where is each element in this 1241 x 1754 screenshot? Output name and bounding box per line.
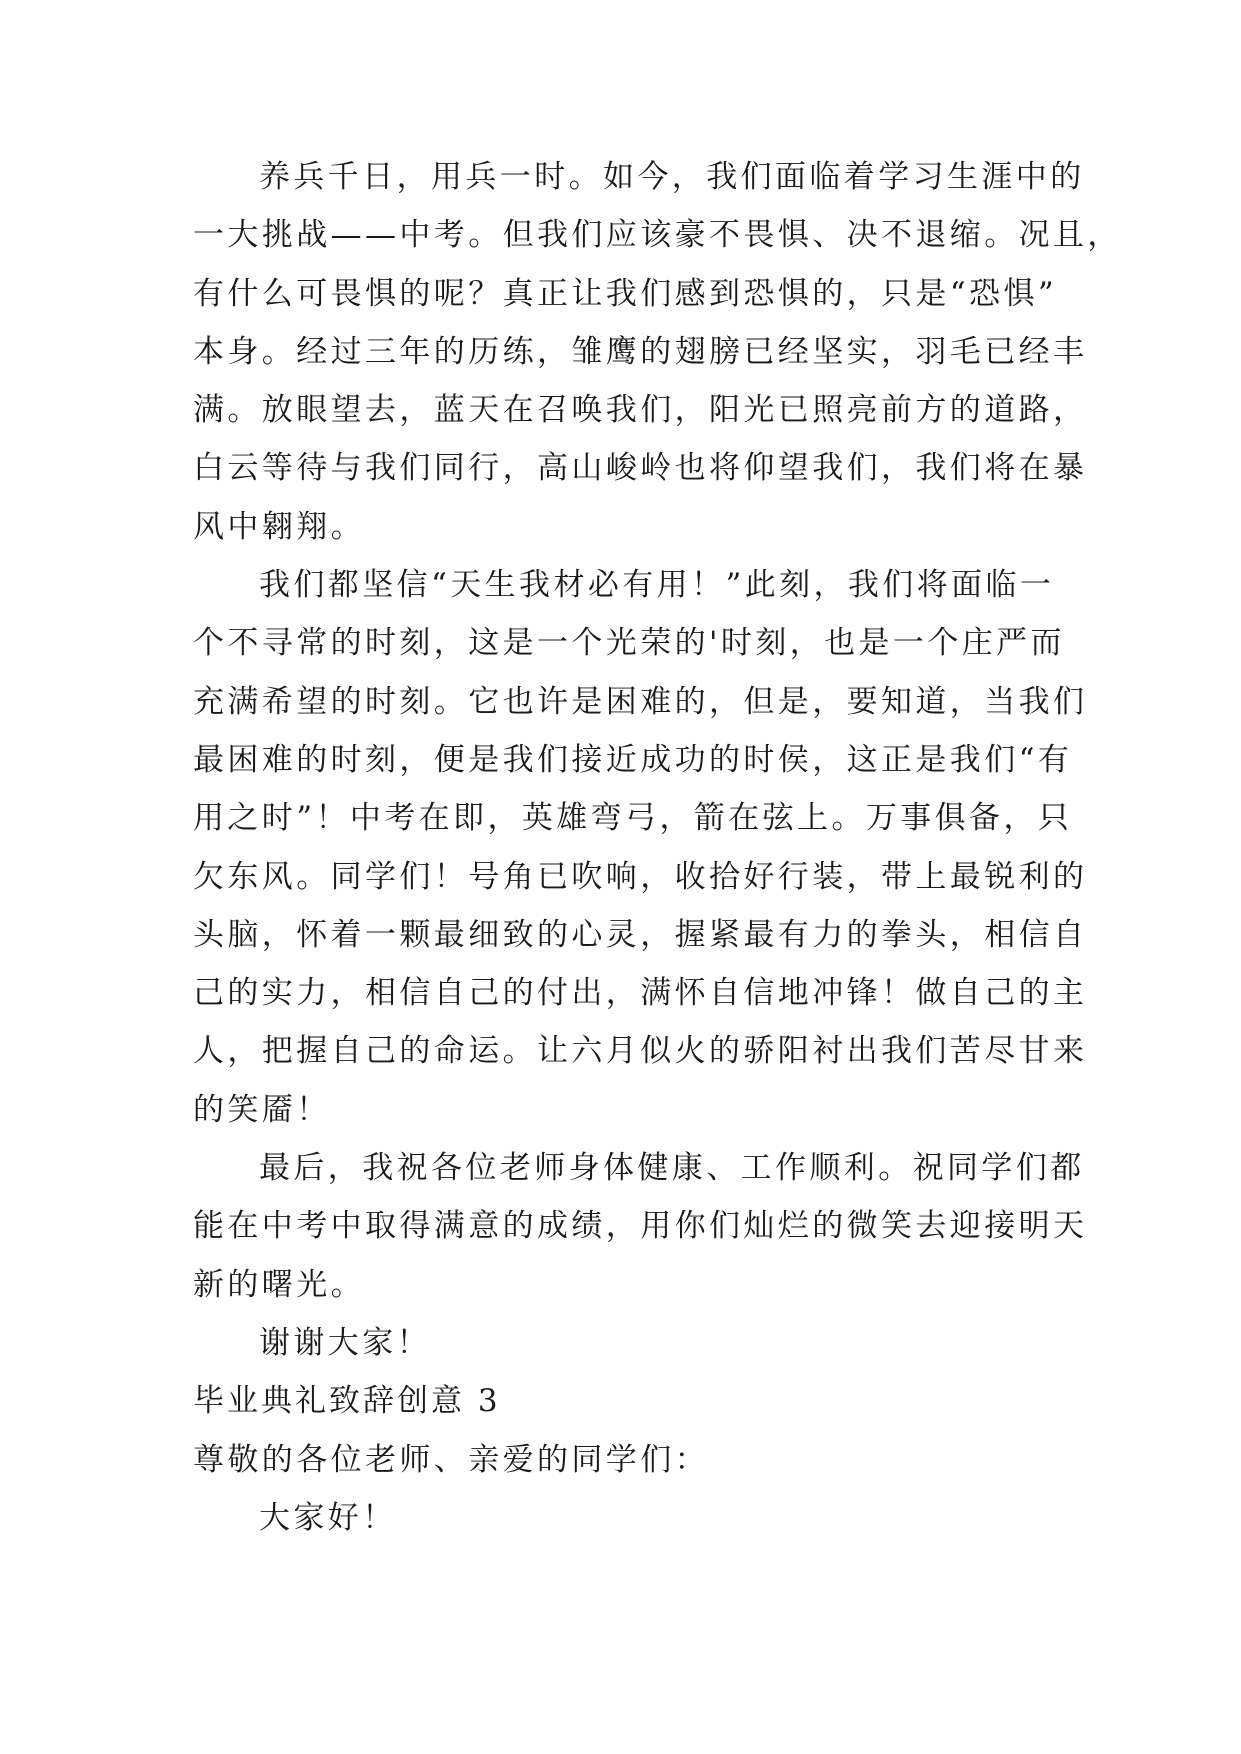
paragraph-1: [193, 148, 1122, 556]
text-line: 新的曙光。: [193, 1266, 365, 1303]
text-line: 满。放眼望去，蓝天在召唤我们，阳光已照亮前方的道路，: [193, 392, 1088, 429]
salutation-line: 尊敬的各位老师、亲爱的同学们：: [193, 1441, 709, 1478]
text-line: 能在中考中取得满意的成绩，用你们灿烂的微笑去迎接明天: [193, 1208, 1088, 1245]
thanks-line: 谢谢大家！: [259, 1324, 431, 1361]
text-line: 的笑靥！: [193, 1091, 331, 1128]
text-line: 人，把握自己的命运。让六月似火的骄阳衬出我们苦尽甘来: [193, 1033, 1088, 1070]
paragraph-3: [193, 1139, 1088, 1314]
text-line: 风中翱翔。: [193, 508, 365, 545]
greeting-line: 大家好！: [259, 1499, 397, 1536]
text-line: 个不寻常的时刻，这是一个光荣的'时刻，也是一个庄严而: [193, 625, 1065, 662]
text-line: 最困难的时刻，便是我们接近成功的时侯，这正是我们“有: [193, 741, 1073, 778]
text-line: 用之时”！中考在即，英雄弯弓，箭在弦上。万事俱备，只: [193, 800, 1073, 837]
text-line: 白云等待与我们同行，高山峻岭也将仰望我们，我们将在暴: [193, 450, 1088, 487]
text-line: 有什么可畏惧的呢？真正让我们感到恐惧的，只是“恐惧”: [193, 275, 1058, 312]
text-line: 头脑，怀着一颗最细致的心灵，握紧最有力的拳头，相信自: [193, 916, 1088, 953]
text-line: 本身。经过三年的历练，雏鹰的翅膀已经坚实，羽毛已经丰: [193, 333, 1088, 370]
text-line: 欠东风。同学们！号角已吹响，收拾好行装，带上最锐利的: [193, 858, 1088, 895]
text-line: 我们都坚信“天生我材必有用！”此刻，我们将面临一: [259, 567, 1055, 604]
text-line: 一大挑战——中考。但我们应该豪不畏惧、决不退缩。况且，: [193, 217, 1122, 254]
text-line: 养兵千日，用兵一时。如今，我们面临着学习生涯中的: [259, 159, 1085, 195]
section-title: 毕业典礼致辞创意 3: [193, 1383, 501, 1420]
text-line: 最后，我祝各位老师身体健康、工作顺利。祝同学们都: [259, 1150, 1085, 1187]
paragraph-2: [193, 556, 1088, 1139]
document-body: [193, 148, 1122, 1547]
text-line: 己的实力，相信自己的付出，满怀自信地冲锋！做自己的主: [193, 975, 1088, 1012]
text-line: 充满希望的时刻。它也许是困难的，但是，要知道，当我们: [193, 683, 1088, 720]
